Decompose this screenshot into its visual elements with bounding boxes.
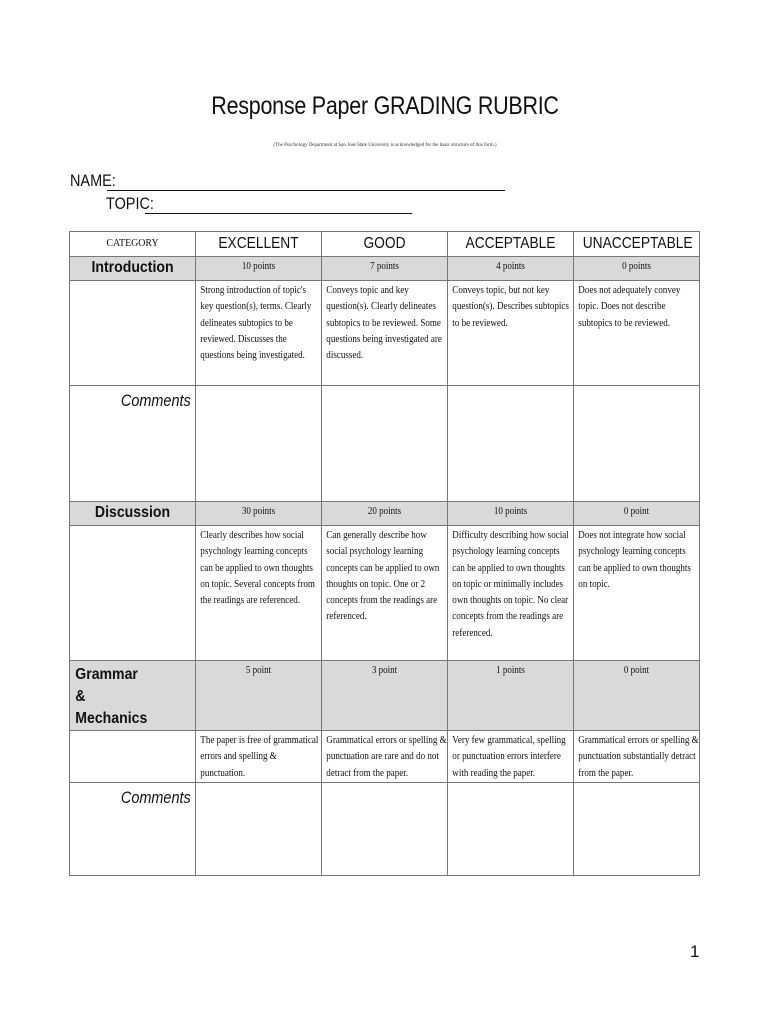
column-header-good: GOOD [363,235,406,252]
column-header-cell [196,232,322,257]
points-cell [196,502,322,526]
description-text: Conveys topic, but not key question(s). Describes subtopics to be reviewed. [452,285,569,329]
points-label: 7 points [370,261,399,272]
section-title-grammar-mechanics: Grammar & Mechanics [75,666,148,727]
comment-box[interactable] [574,782,700,875]
description-row [70,526,700,661]
comment-box[interactable] [196,386,322,502]
comments-label-cell [70,386,196,502]
points-cell [448,661,574,731]
page-title: Response Paper GRADING RUBRIC [211,92,559,120]
acknowledgement-note: (The Psychology Department at San José State University is acknowledged for the basic structure of this form.) [273,143,497,148]
points-label: 0 point [623,665,650,676]
description-text: The paper is free of grammatical errors and spelling & punctuation. [200,735,319,779]
points-cell [574,257,700,281]
comment-box[interactable] [448,782,574,875]
comments-row [70,386,700,502]
comment-box[interactable] [448,386,574,502]
points-label: 1 points [496,665,525,676]
description-cell [574,281,700,386]
description-row [70,731,700,783]
category-header-cell [70,232,196,257]
points-cell [322,502,448,526]
description-text: Strong introduction of topic's key question(s), terms. Clearly delineates subtopics to be reviewed. Discusses the questions being investigated. [200,285,312,362]
section-title-discussion: Discussion [94,504,171,521]
section-header-row [70,502,700,526]
description-cell [448,731,574,783]
points-label: 4 points [496,261,525,272]
name-label: NAME: [70,171,116,190]
points-label: 3 point [371,665,398,676]
name-field-line[interactable] [107,190,505,191]
section-name-cell [70,502,196,526]
column-header-cell [322,232,448,257]
description-cell [196,731,322,783]
description-cell [322,731,448,783]
comments-label-cell [70,782,196,875]
points-cell [448,502,574,526]
points-label: 30 points [241,506,276,517]
description-text: Grammatical errors or spelling & punctuation substantially detract from the paper. [578,735,699,779]
points-cell [322,661,448,731]
category-header: CATEGORY [106,237,159,249]
description-text: Does not integrate how social psychology learning concepts can be applied to own thoughts on topic. [578,530,691,590]
section-header-row [70,257,700,281]
description-cell [574,731,700,783]
points-label: 0 point [623,506,650,517]
description-text: Conveys topic and key question(s). Clearly delineates subtopics to be reviewed. Some questions being investigated are discussed. [326,285,442,362]
points-cell [448,257,574,281]
blank-cell [70,526,196,661]
points-label: 10 points [493,506,528,517]
column-header-cell [448,232,574,257]
description-text: Can generally describe how social psychology learning concepts can be applied to own thoughts on topic. One or 2 concepts from the readings are referenced. [326,530,440,623]
description-text: Difficulty describing how social psychology learning concepts can be applied to own thoughts on topic or minimally includes own thoughts on topic. No clear concepts from the readings are referenced. [452,530,569,639]
comments-row [70,782,700,875]
section-header-row [70,661,700,731]
description-cell [322,281,448,386]
comment-box[interactable] [574,386,700,502]
points-cell [574,661,700,731]
page-number: 1 [690,942,700,961]
description-cell [196,281,322,386]
points-cell [322,257,448,281]
points-label: 20 points [367,506,402,517]
description-cell [448,281,574,386]
points-cell [574,502,700,526]
topic-label: TOPIC: [106,194,154,213]
description-cell [196,526,322,661]
column-header-unacceptable: UNACCEPTABLE [582,235,693,252]
description-row [70,281,700,386]
column-header-cell [574,232,700,257]
description-text: Clearly describes how social psychology learning concepts can be applied to own thoughts on topic. Several concepts from the readings are referenced. [200,530,315,607]
points-label: 0 points [622,261,651,272]
description-text: Grammatical errors or spelling & punctuation are rare and do not detract from the paper. [326,735,447,779]
section-name-cell [70,661,196,731]
column-header-acceptable: ACCEPTABLE [465,235,556,252]
points-cell [196,257,322,281]
comment-box[interactable] [322,782,448,875]
comments-label: Comments [120,391,191,410]
header-row [70,232,700,257]
section-name-cell [70,257,196,281]
comment-box[interactable] [322,386,448,502]
description-cell [322,526,448,661]
comments-label: Comments [120,787,191,807]
description-text: Very few grammatical, spelling or punctuation errors interfere with reading the paper. [452,735,566,779]
points-label: 10 points [241,261,276,272]
rubric-table [69,231,700,876]
section-title-introduction: Introduction [91,259,174,276]
description-cell [448,526,574,661]
points-label: 5 point [245,665,272,676]
column-header-excellent: EXCELLENT [218,235,299,252]
comment-box[interactable] [196,782,322,875]
description-text: Does not adequately convey topic. Does not describe subtopics to be reviewed. [578,285,681,329]
description-cell [574,526,700,661]
blank-cell [70,731,196,783]
blank-cell [70,281,196,386]
topic-field-line[interactable] [145,213,412,214]
points-cell [196,661,322,731]
